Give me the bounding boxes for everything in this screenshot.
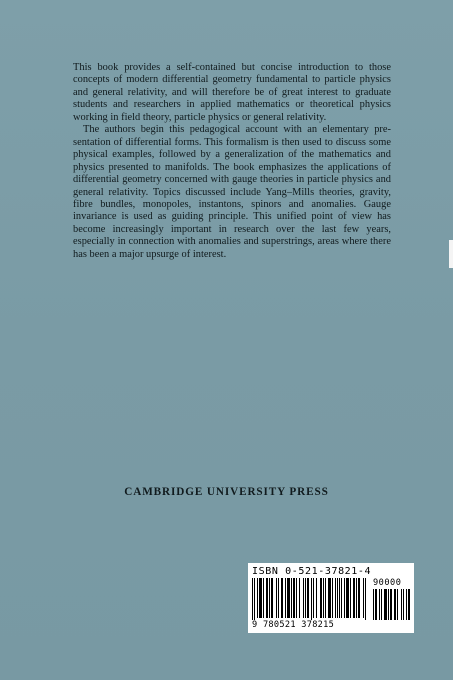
ean-digits: 9 780521 378215: [252, 620, 335, 630]
addon-bar: [388, 589, 389, 620]
barcode-bar: [252, 578, 253, 620]
barcode-bar: [363, 578, 364, 618]
blurb-text: [73, 62, 391, 261]
barcode-bar: [356, 578, 357, 618]
barcode-bar: [271, 578, 273, 618]
barcode-bar: [358, 578, 360, 618]
barcode-bar: [269, 578, 270, 618]
barcode-bar: [316, 578, 317, 618]
addon-bar: [375, 589, 377, 620]
isbn-label: ISBN 0-521-37821-4: [252, 566, 372, 577]
barcode-bar: [344, 578, 345, 618]
addon-bar: [397, 589, 398, 620]
barcode-bar: [254, 578, 255, 620]
barcode-bar: [339, 578, 340, 618]
addon-bar: [381, 589, 382, 620]
addon-bar: [406, 589, 407, 620]
barcode-bar: [278, 578, 279, 618]
barcode-bar: [281, 578, 283, 618]
barcode-bar: [328, 578, 331, 618]
blurb-paragraph-2: The authors begin this pedagogical account with an elementary presentation of differential forms. This formalism is then used to discuss some physical examples, followed by a generalization of the mathematics and physics presented to manifolds. The book emphasizes the applications of differential geometry concerned with gauge theories in particle physics and general relativity. Topics discussed include Yang–Mills theories, gravity, fibre bundles, monopoles, instantons, spinors and anomalies. Gauge invariance is used as guiding principle. This unified point of view has become increasingly important in research over the last few years, especially in connection with anomalies and superstrings, areas where there has been a major upsurge of interest.: [73, 124, 391, 260]
barcode-bar: [303, 578, 304, 618]
publisher-name: CAMBRIDGE UNIVERSITY PRESS: [124, 486, 329, 498]
barcode-bar: [365, 578, 366, 620]
barcode-bar: [293, 578, 295, 618]
addon-bar: [408, 589, 410, 620]
barcode-bar: [307, 578, 309, 618]
barcode-bar: [323, 578, 324, 618]
barcode-bar: [259, 578, 262, 618]
edge-mark: [449, 240, 453, 268]
addon-bar: [401, 589, 402, 620]
barcode-bar: [276, 578, 277, 618]
barcode-bar: [341, 578, 342, 618]
addon-bar: [384, 589, 387, 620]
barcode-bar: [313, 578, 314, 618]
addon-bar: [373, 589, 374, 620]
barcode-bar: [335, 578, 336, 618]
addon-bar: [390, 589, 392, 620]
barcode-bar: [263, 578, 264, 618]
barcode-bar: [346, 578, 349, 618]
addon-bar: [379, 589, 380, 620]
barcode-bar: [305, 578, 306, 618]
barcode-bar: [350, 578, 351, 618]
barcode-bar: [285, 578, 286, 618]
barcode-bar: [296, 578, 297, 618]
barcode-bar: [311, 578, 312, 620]
addon-bar: [403, 589, 404, 620]
barcode-bar: [257, 578, 258, 618]
addon-digits: 90000: [373, 578, 402, 588]
barcode-bar: [266, 578, 268, 618]
blurb-paragraph-1: This book provides a self-contained but concise introduction to those concepts of modern differential geometry fundamental to particle physics and general relativity, and will therefore be of great interest to graduate students and researchers in applied mathematics or theoretical physics working in field theory, particle physics or general relativity.: [73, 62, 391, 123]
barcode-bar: [353, 578, 355, 618]
addon-bar: [394, 589, 396, 620]
barcode-bar: [320, 578, 322, 618]
barcode-bar: [325, 578, 326, 618]
barcode-bar: [287, 578, 290, 618]
barcode-bar: [299, 578, 300, 618]
barcode-bar: [332, 578, 333, 618]
barcode-panel: [248, 563, 414, 633]
barcode-bar: [291, 578, 292, 618]
barcode-bar: [337, 578, 338, 618]
